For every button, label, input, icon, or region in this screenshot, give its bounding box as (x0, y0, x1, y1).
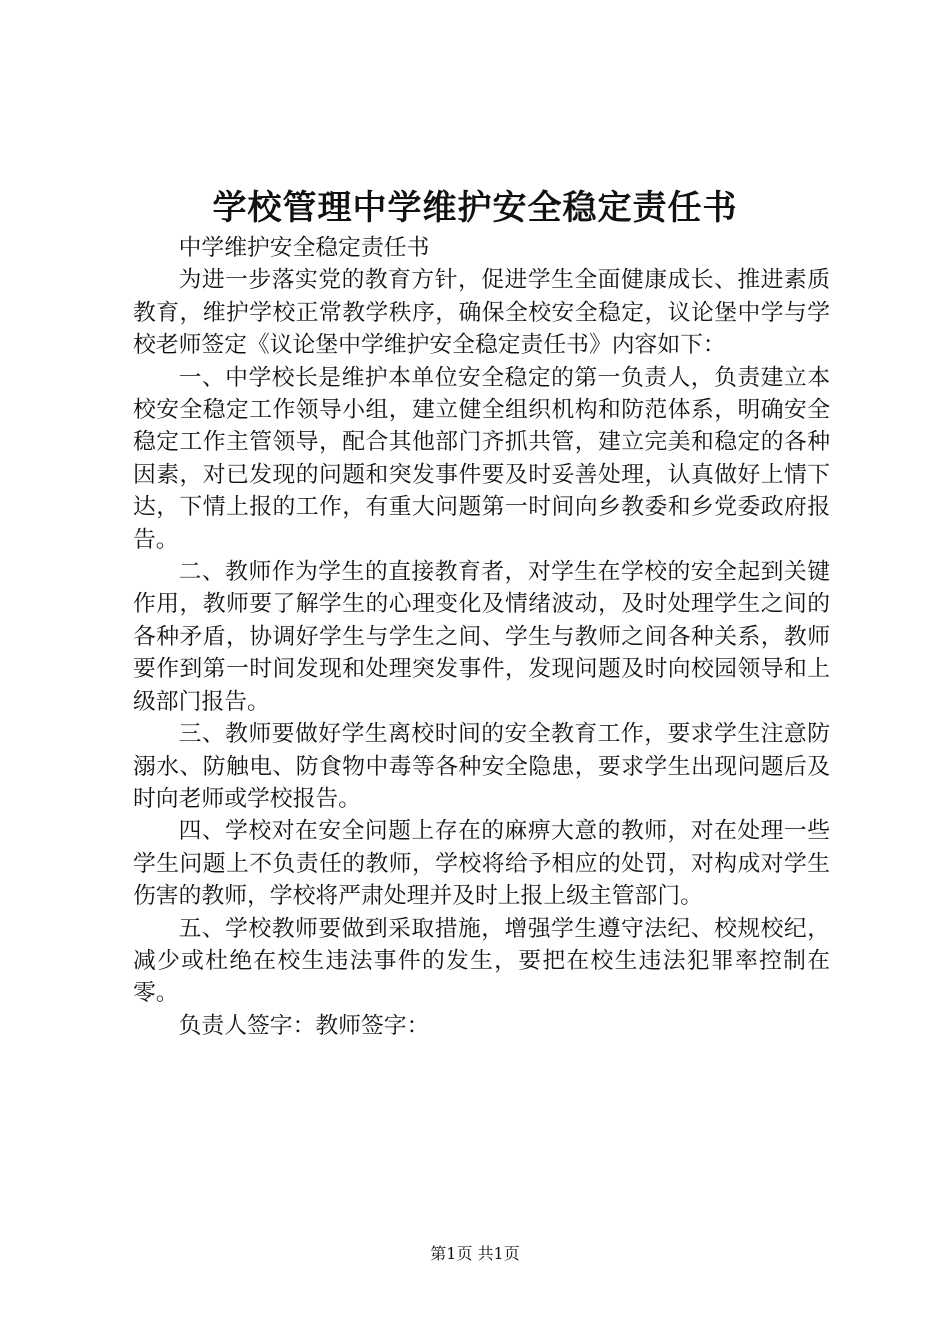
clause-four-paragraph: 四、学校对在安全问题上存在的麻痹大意的教师，对在处理一些学生问题上不负责任的教师，学校将给予相应的处罚，对构成对学生伤害的教师，学校将严肃处理并及时上报上级主管部门。 (133, 818, 830, 910)
intro-paragraph: 为进一步落实党的教育方针，促进学生全面健康成长、推进素质教育，维护学校正常教学秩序，确保全校安全稳定，议论堡中学与学校老师签定《议论堡中学维护安全稳定责任书》内容如下： (133, 267, 830, 359)
page-number-footer: 第1页 共1页 (430, 1244, 520, 1263)
subtitle-paragraph: 中学维护安全稳定责任书 (178, 235, 430, 261)
document-body (133, 232, 830, 1042)
document-title: 学校管理中学维护安全稳定责任书 (212, 188, 738, 228)
clause-one-paragraph: 一、中学校长是维护本单位安全稳定的第一负责人，负责建立本校安全稳定工作领导小组，建立健全组织机构和防范体系，明确安全稳定工作主管领导，配合其他部门齐抓共管，建立完美和稳定的各种因素，对已发现的问题和突发事件要及时妥善处理，认真做好上情下达，下情上报的工作，有重大问题第一时间向乡教委和乡党委政府报告。 (133, 364, 830, 553)
signature-line: 负责人签字：教师签字： (178, 1012, 430, 1039)
clause-three-paragraph: 三、教师要做好学生离校时间的安全教育工作，要求学生注意防溺水、防触电、防食物中毒等各种安全隐患，要求学生出现问题后及时向老师或学校报告。 (133, 721, 830, 812)
clause-five-paragraph: 五、学校教师要做到采取措施，增强学生遵守法纪、校规校纪，减少或杜绝在校生违法事件的发生，要把在校生违法犯罪率控制在零。 (133, 915, 830, 1007)
clause-two-paragraph: 二、教师作为学生的直接教育者，对学生在学校的安全起到关键作用，教师要了解学生的心理变化及情绪波动，及时处理学生之间的各种矛盾，协调好学生与学生之间、学生与教师之间各种关系，教师要作到第一时间发现和处理突发事件，发现问题及时向校园领导和上级部门报告。 (133, 559, 830, 715)
